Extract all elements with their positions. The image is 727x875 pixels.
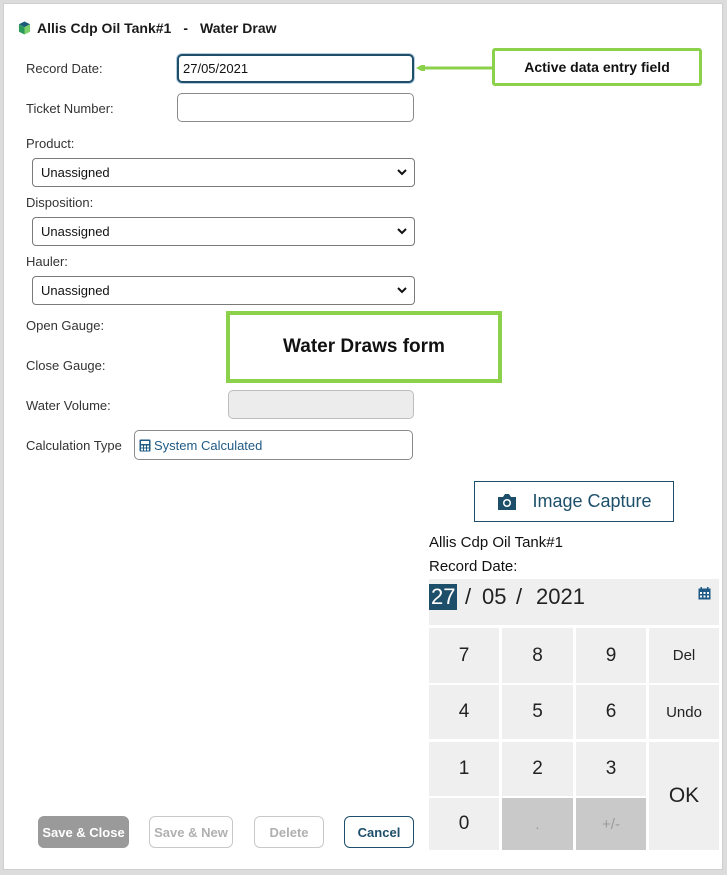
key-5[interactable]: 5 [502, 685, 573, 739]
ok-key[interactable]: OK [649, 742, 719, 850]
form-title [18, 20, 277, 36]
entity-name: Allis Cdp Oil Tank#1 [37, 20, 172, 36]
product-select[interactable] [32, 158, 415, 187]
chevron-down-icon [397, 167, 407, 177]
calendar-icon[interactable] [698, 587, 711, 600]
calculation-type-value: System Calculated [154, 437, 263, 453]
annotation-arrow [416, 65, 494, 71]
keypad-entity-name: Allis Cdp Oil Tank#1 [429, 534, 563, 551]
cancel-button[interactable]: Cancel [344, 816, 414, 848]
key-7[interactable]: 7 [429, 628, 499, 683]
date-day-segment[interactable]: 27 [431, 584, 456, 609]
chevron-down-icon [397, 285, 407, 295]
image-capture-button[interactable] [474, 481, 674, 522]
ticket-number-input[interactable] [177, 93, 414, 122]
key-4[interactable]: 4 [429, 685, 499, 739]
key-2[interactable]: 2 [502, 742, 573, 796]
date-separator: / [516, 584, 523, 609]
decimal-key: . [502, 798, 573, 850]
hauler-selected: Unassigned [41, 283, 110, 298]
key-8[interactable]: 8 [502, 628, 573, 683]
open-gauge-label: Open Gauge: [26, 318, 105, 333]
water-draws-form-annotation: Water Draws form [226, 311, 502, 383]
camera-icon [496, 493, 518, 511]
sign-toggle-key: +/- [576, 798, 646, 850]
date-separator: / [465, 584, 472, 609]
save-new-button[interactable]: Save & New [149, 816, 233, 848]
keypad-date-display[interactable] [429, 579, 719, 625]
disposition-label: Disposition: [26, 195, 94, 210]
record-date-label: Record Date: [26, 61, 103, 76]
delete-button[interactable]: Delete [254, 816, 324, 848]
product-selected: Unassigned [41, 165, 110, 180]
disposition-selected: Unassigned [41, 224, 110, 239]
chevron-down-icon [397, 226, 407, 236]
record-date-input[interactable]: 27/05/2021 [177, 54, 414, 83]
water-volume-input [228, 390, 414, 419]
save-close-button[interactable]: Save & Close [38, 816, 129, 848]
title-separator: - [183, 20, 188, 36]
calculation-type-label: Calculation Type [26, 438, 122, 453]
date-year-segment[interactable]: 2021 [536, 584, 585, 609]
keypad-field-label: Record Date: [429, 558, 518, 575]
close-gauge-label: Close Gauge: [26, 358, 106, 373]
date-month-segment[interactable]: 05 [482, 584, 507, 609]
image-capture-label: Image Capture [532, 491, 652, 511]
key-9[interactable]: 9 [576, 628, 646, 683]
hauler-label: Hauler: [26, 254, 68, 269]
product-label: Product: [26, 136, 75, 151]
water-volume-label: Water Volume: [26, 398, 111, 413]
key-6[interactable]: 6 [576, 685, 646, 739]
hauler-select[interactable] [32, 276, 415, 305]
cube-logo-icon [18, 21, 31, 35]
ticket-number-label: Ticket Number: [26, 101, 114, 116]
delete-key[interactable]: Del [649, 628, 719, 683]
key-3[interactable]: 3 [576, 742, 646, 796]
disposition-select[interactable] [32, 217, 415, 246]
form-name: Water Draw [200, 20, 277, 36]
key-1[interactable]: 1 [429, 742, 499, 796]
calculator-icon [139, 439, 151, 452]
undo-key[interactable]: Undo [649, 685, 719, 739]
key-0[interactable]: 0 [429, 798, 499, 850]
calculation-type-button[interactable] [134, 430, 413, 460]
active-field-annotation: Active data entry field [492, 48, 702, 86]
